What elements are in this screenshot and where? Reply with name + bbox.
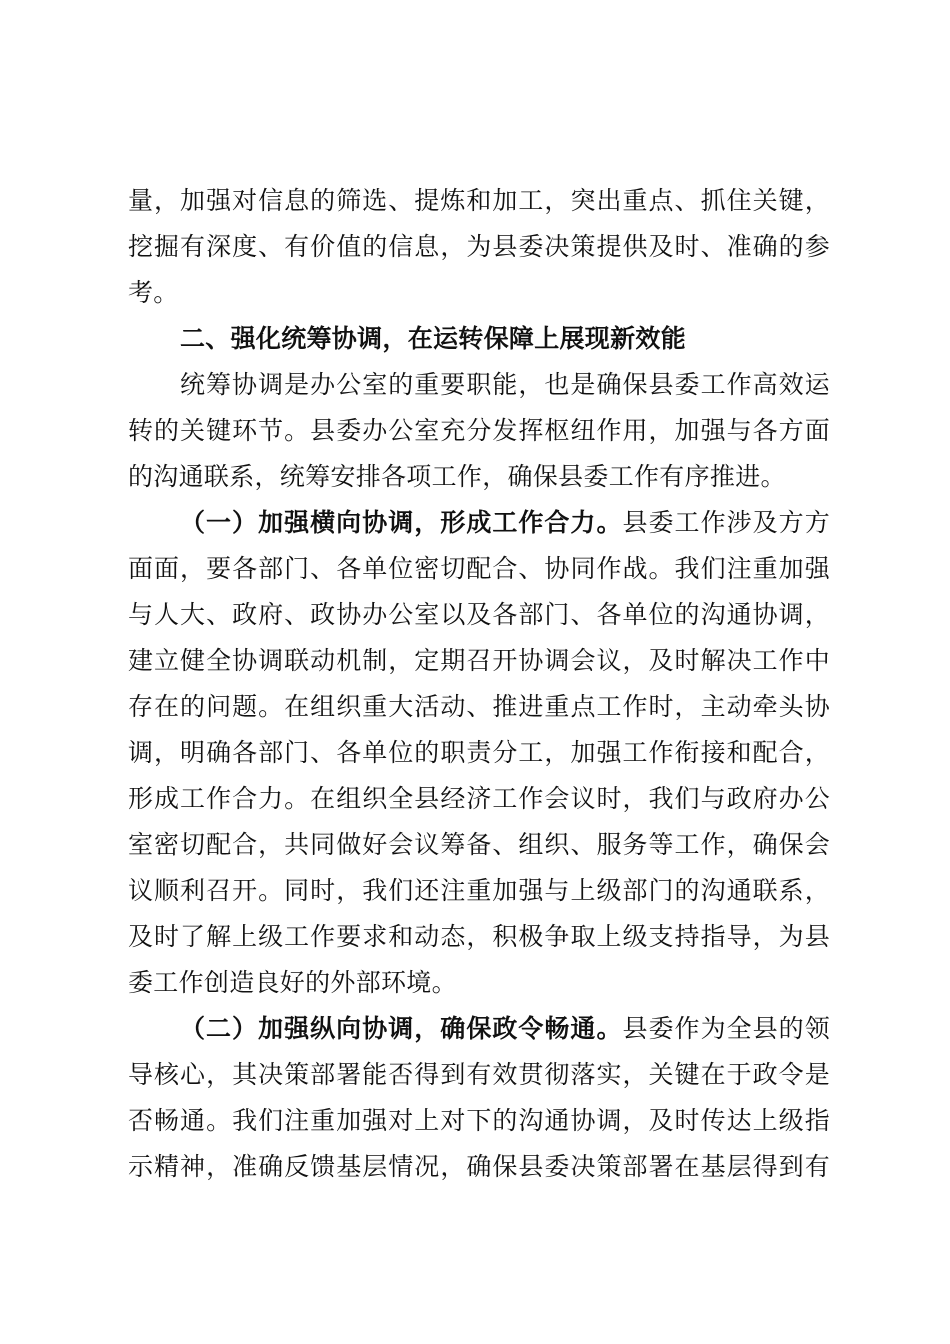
text-line: 统筹协调是办公室的重要职能，也是确保县委工作高效运	[180, 370, 830, 399]
paragraph-intro	[128, 362, 830, 500]
text-line-lead	[128, 500, 830, 546]
paragraph-continuation	[128, 178, 830, 316]
lead-rest: 县委工作涉及方方	[622, 508, 831, 537]
text-line: 的沟通联系，统筹安排各项工作，确保县委工作有序推进。	[128, 462, 786, 491]
bold-lead: （二）加强纵向协调，确保政令畅通。	[180, 1014, 623, 1043]
text-line: 考。	[128, 278, 179, 307]
text-line: 转的关键环节。县委办公室充分发挥枢纽作用，加强与各方面	[128, 416, 830, 445]
text-line: 面面，要各部门、各单位密切配合、协同作战。我们注重加强	[128, 554, 830, 583]
lead-rest: 县委作为全县的领	[622, 1014, 831, 1043]
text-line-lead	[128, 1006, 830, 1052]
bold-lead: （一）加强横向协调，形成工作合力。	[180, 508, 623, 537]
text-line: 量，加强对信息的筛选、提炼和加工，突出重点、抓住关键，	[128, 186, 830, 215]
text-line: 调，明确各部门、各单位的职责分工，加强工作衔接和配合，	[128, 738, 830, 767]
paragraph-horizontal-coordination	[128, 500, 830, 1006]
text-line: 及时了解上级工作要求和动态，积极争取上级支持指导，为县	[128, 922, 830, 951]
text-line: 形成工作合力。在组织全县经济工作会议时，我们与政府办公	[128, 784, 830, 813]
text-line: 议顺利召开。同时，我们还注重加强与上级部门的沟通联系，	[128, 876, 830, 905]
text-line: 室密切配合，共同做好会议筹备、组织、服务等工作，确保会	[128, 830, 830, 859]
text-line: 否畅通。我们注重加强对上对下的沟通协调，及时传达上级指	[128, 1106, 830, 1135]
section-heading: 二、强化统筹协调，在运转保障上展现新效能	[180, 324, 687, 353]
text-line: 存在的问题。在组织重大活动、推进重点工作时，主动牵头协	[128, 692, 830, 721]
document-page	[128, 178, 830, 1190]
text-line: 建立健全协调联动机制，定期召开协调会议，及时解决工作中	[128, 646, 830, 675]
text-line: 示精神，准确反馈基层情况，确保县委决策部署在基层得到有	[128, 1152, 830, 1181]
text-line: 挖掘有深度、有价值的信息，为县委决策提供及时、准确的参	[128, 232, 830, 261]
paragraph-vertical-coordination	[128, 1006, 830, 1190]
text-line: 与人大、政府、政协办公室以及各部门、各单位的沟通协调，	[128, 600, 830, 629]
text-line: 委工作创造良好的外部环境。	[128, 968, 457, 997]
text-line: 导核心，其决策部署能否得到有效贯彻落实，关键在于政令是	[128, 1060, 830, 1089]
